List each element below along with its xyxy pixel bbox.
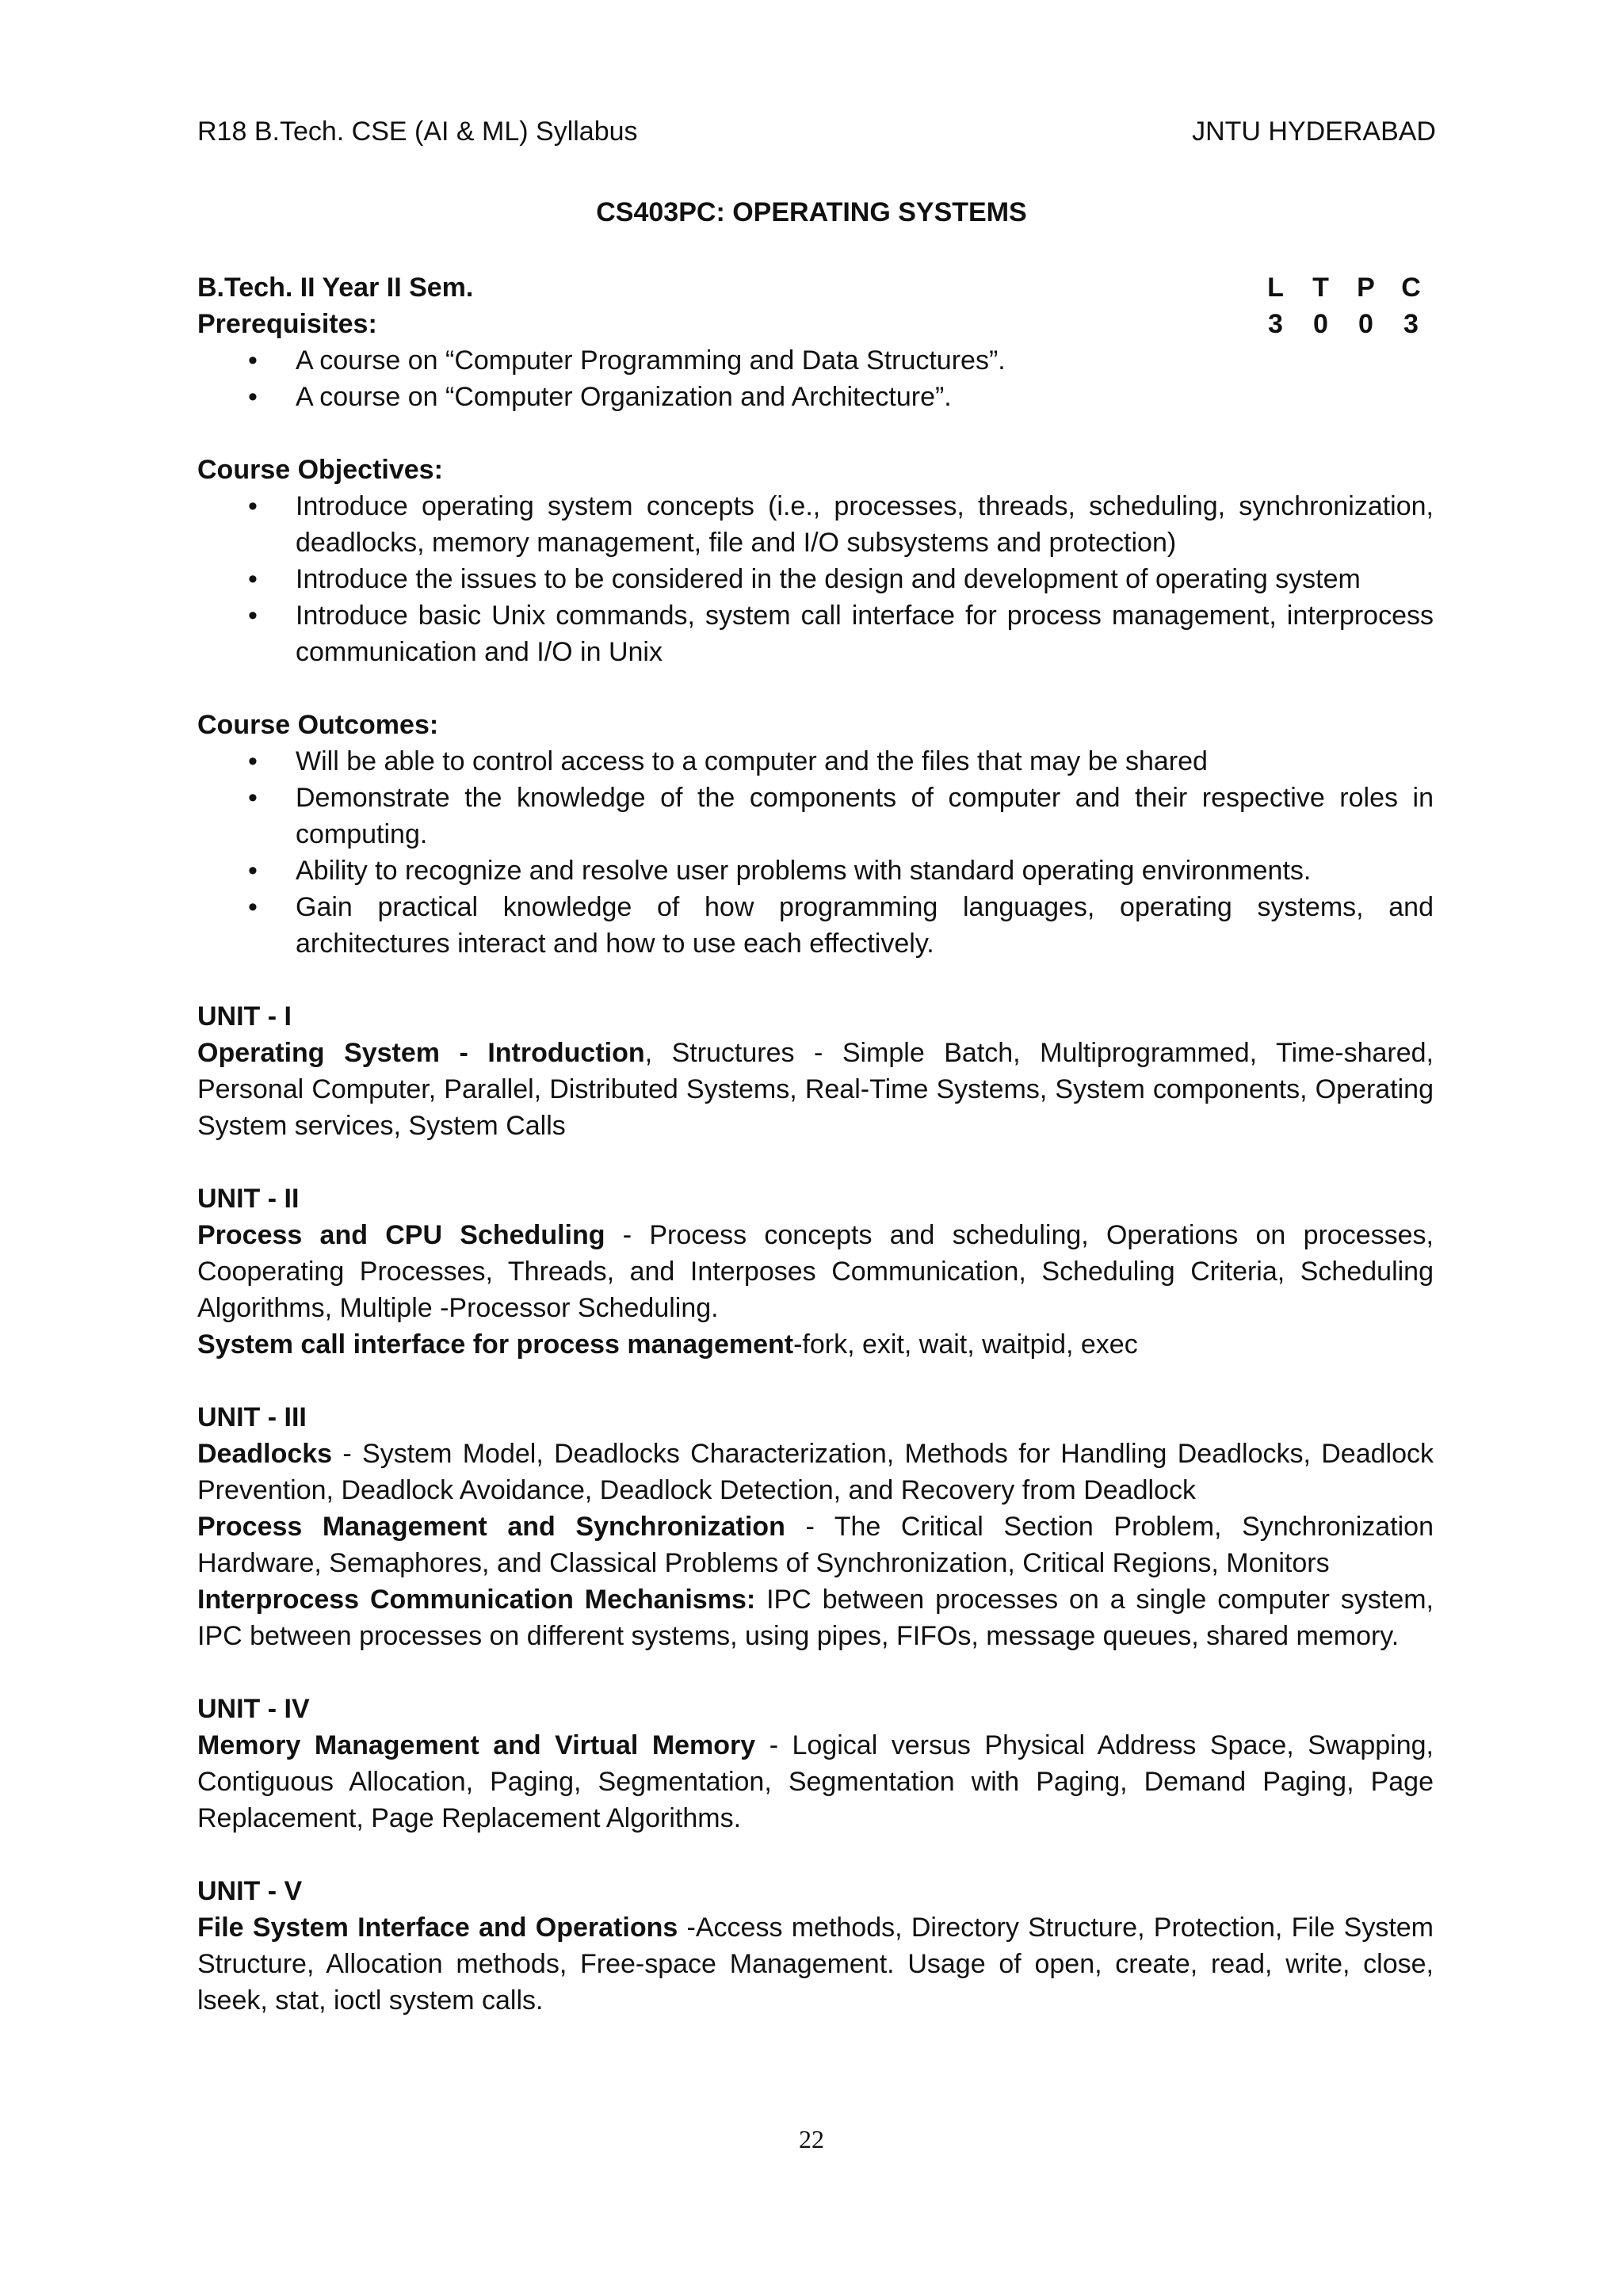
topic-text: , Structures - Simple Batch, Multiprogrammed, Time-shared, Personal Computer, Parallel, Distributed Systems, Real-Time Systems, System components, Operating System services, System Calls bbox=[197, 1038, 1434, 1141]
list-item-text: Introduce operating system concepts (i.e., processes, threads, scheduling, synchronization, deadlocks, memory management, file and I/O subsystems and protection) bbox=[296, 491, 1434, 558]
bullet-icon: • bbox=[248, 491, 258, 521]
list-item bbox=[197, 743, 1434, 780]
unit-heading: UNIT - I bbox=[197, 1001, 292, 1032]
ltpc-value: 0 bbox=[1358, 309, 1373, 339]
list-item-text: Introduce basic Unix commands, system call interface for process management, interprocess communication and I/O in Unix bbox=[296, 601, 1434, 667]
outcomes-heading: Course Outcomes: bbox=[197, 710, 439, 740]
bullet-icon: • bbox=[248, 601, 258, 631]
unit-paragraph bbox=[197, 1909, 1434, 2019]
unit-paragraph bbox=[197, 1035, 1434, 1144]
list-item-text: Demonstrate the knowledge of the components of computer and their respective roles in computing. bbox=[296, 783, 1434, 849]
ltpc-label: L bbox=[1267, 273, 1284, 303]
unit-paragraph bbox=[197, 1508, 1434, 1581]
list-item bbox=[197, 597, 1434, 670]
bullet-icon: • bbox=[248, 783, 258, 813]
unit-paragraph bbox=[197, 1326, 1434, 1363]
list-item-text: A course on “Computer Organization and Architecture”. bbox=[296, 382, 952, 412]
unit-heading: UNIT - III bbox=[197, 1402, 307, 1432]
prerequisites-list bbox=[197, 342, 1434, 415]
bullet-icon: • bbox=[248, 856, 258, 886]
header-right: JNTU HYDERABAD bbox=[1192, 116, 1436, 147]
ltpc-values-row bbox=[1253, 306, 1434, 342]
bullet-icon: • bbox=[248, 345, 258, 376]
course-title: CS403PC: OPERATING SYSTEMS bbox=[596, 197, 1027, 227]
unit-paragraph bbox=[197, 1436, 1434, 1508]
unit-paragraph bbox=[197, 1217, 1434, 1326]
list-item bbox=[197, 852, 1434, 889]
topic-title: Memory Management and Virtual Memory bbox=[197, 1730, 756, 1760]
list-item-text: Will be able to control access to a computer and the files that may be shared bbox=[296, 746, 1208, 776]
ltpc-labels-row bbox=[1253, 269, 1434, 306]
semester-label: B.Tech. II Year II Sem. bbox=[197, 273, 474, 303]
prerequisites-heading: Prerequisites: bbox=[197, 309, 377, 339]
list-item bbox=[197, 561, 1434, 597]
ltpc-table bbox=[1253, 269, 1434, 342]
ltpc-label: T bbox=[1312, 273, 1329, 303]
topic-title: Process and CPU Scheduling bbox=[197, 1220, 605, 1250]
topic-text: - The Critical Section Problem, Synchronization Hardware, Semaphores, and Classical Problems of Synchronization, Critical Regions, Monitors bbox=[197, 1512, 1434, 1578]
page-number: 22 bbox=[799, 2125, 824, 2153]
list-item bbox=[197, 780, 1434, 852]
list-item bbox=[197, 342, 1434, 379]
list-item-text: Gain practical knowledge of how programming languages, operating systems, and architectures interact and how to use each effectively. bbox=[296, 892, 1434, 959]
list-item-text: Ability to recognize and resolve user problems with standard operating environments. bbox=[296, 856, 1312, 886]
topic-text: -fork, exit, wait, waitpid, exec bbox=[793, 1329, 1138, 1360]
topic-title: System call interface for process management bbox=[197, 1329, 794, 1360]
ltpc-label: P bbox=[1357, 273, 1375, 303]
ltpc-value: 0 bbox=[1313, 309, 1328, 339]
unit-heading: UNIT - II bbox=[197, 1184, 300, 1214]
list-item bbox=[197, 379, 1434, 415]
objectives-heading: Course Objectives: bbox=[197, 455, 443, 485]
list-item-text: Introduce the issues to be considered in the design and development of operating system bbox=[296, 564, 1361, 594]
ltpc-value: 3 bbox=[1403, 309, 1419, 339]
list-item bbox=[197, 488, 1434, 561]
bullet-icon: • bbox=[248, 746, 258, 776]
unit-paragraph bbox=[197, 1581, 1434, 1654]
list-item bbox=[197, 889, 1434, 962]
bullet-icon: • bbox=[248, 892, 258, 922]
topic-title: Deadlocks bbox=[197, 1439, 333, 1469]
unit-paragraph bbox=[197, 1727, 1434, 1836]
list-item-text: A course on “Computer Programming and Data Structures”. bbox=[296, 345, 1006, 376]
topic-title: Interprocess Communication Mechanisms: bbox=[197, 1585, 756, 1615]
ltpc-label: C bbox=[1401, 273, 1421, 303]
ltpc-value: 3 bbox=[1268, 309, 1283, 339]
syllabus-content bbox=[197, 269, 1434, 2019]
objectives-list bbox=[197, 488, 1434, 670]
topic-text: - System Model, Deadlocks Characterization, Methods for Handling Deadlocks, Deadlock Prevention, Deadlock Avoidance, Deadlock Detection, and Recovery from Deadlock bbox=[197, 1439, 1434, 1505]
bullet-icon: • bbox=[248, 382, 258, 412]
topic-text: - Logical versus Physical Address Space, Swapping, Contiguous Allocation, Paging, Segmentation, Segmentation with Paging, Demand Paging, Page Replacement, Page Replacement Algorithms. bbox=[197, 1730, 1434, 1833]
outcomes-list bbox=[197, 743, 1434, 962]
topic-text: - Process concepts and scheduling, Operations on processes, Cooperating Processes, Threads, and Interposes Communication, Scheduling Criteria, Scheduling Algorithms, Multiple -Processor Scheduling. bbox=[197, 1220, 1434, 1323]
bullet-icon: • bbox=[248, 564, 258, 594]
unit-heading: UNIT - IV bbox=[197, 1694, 310, 1724]
topic-title: Process Management and Synchronization bbox=[197, 1512, 785, 1542]
topic-text: -Access methods, Directory Structure, Protection, File System Structure, Allocation methods, Free-space Management. Usage of open, create, read, write, close, lseek, stat, ioctl system calls. bbox=[197, 1913, 1434, 2016]
topic-title: File System Interface and Operations bbox=[197, 1913, 678, 1943]
unit-heading: UNIT - V bbox=[197, 1876, 303, 1906]
topic-text: IPC between processes on a single computer system, IPC between processes on different systems, using pipes, FIFOs, message queues, shared memory. bbox=[197, 1585, 1434, 1651]
topic-title: Operating System - Introduction bbox=[197, 1038, 645, 1068]
header-left: R18 B.Tech. CSE (AI & ML) Syllabus bbox=[197, 116, 638, 147]
